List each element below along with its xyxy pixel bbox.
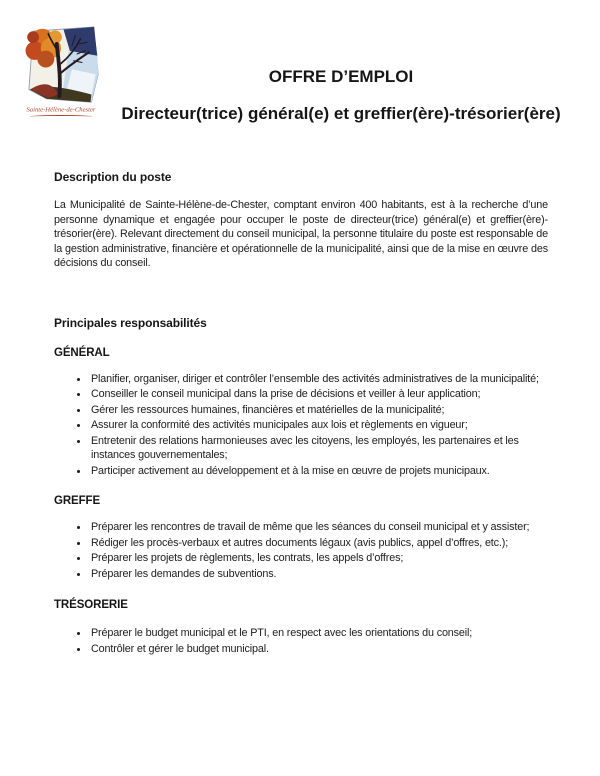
list-item: • Planifier, organiser, diriger et contrôler l’ensemble des activités administratives de la municipalité; <box>89 372 548 387</box>
list-item: • Participer activement au développement et à la mise en œuvre de projets municipaux. <box>89 464 548 479</box>
general-responsibilities-list <box>54 372 548 479</box>
logo-caption-flourish <box>30 115 92 118</box>
section-heading-responsibilities: Principales responsabilités <box>54 315 207 330</box>
list-item: • Préparer le budget municipal et le PTI, en respect avec les orientations du conseil; <box>89 626 548 641</box>
municipality-logo <box>18 25 104 118</box>
list-item: • Préparer les demandes de subventions. <box>89 567 548 582</box>
municipality-logo-painting-icon <box>23 25 99 105</box>
greffe-responsibilities-list <box>54 520 548 581</box>
list-item: • Entretenir des relations harmonieuses avec les citoyens, les employés, les partenaires et les instances gouvernementales; <box>89 434 548 463</box>
document-header <box>18 25 570 125</box>
subsection-heading-greffe: GREFFE <box>54 495 101 507</box>
document-title: OFFRE D’EMPLOI <box>268 67 414 86</box>
list-item: • Rédiger les procès-verbaux et autres documents légaux (avis publics, appel d’offres, etc.); <box>89 536 548 551</box>
position-title: Directeur(trice) général(e) et greffier(ère)-trésorier(ère) <box>121 104 561 123</box>
list-item: • Assurer la conformité des activités municipales aux lois et règlements en vigueur; <box>89 418 548 433</box>
list-item: • Conseiller le conseil municipal dans la prise de décisions et veiller à leur application; <box>89 387 548 402</box>
list-item: • Contrôler et gérer le budget municipal. <box>89 642 548 657</box>
description-paragraph: La Municipalité de Sainte-Hélène-de-Chester, comptant environ 400 habitants, est à la recherche d’une personne dynamique et engagée pour occuper le poste de directeur(trice) général(e) et greffier(ère)-trésorier(ère). Relevant directement du conseil municipal, la personne titulaire du poste est responsable de la gestion administrative, financière et opérationnelle de la municipalité, ainsi que de la mise en œuvre des décisions du conseil. <box>54 199 548 269</box>
municipality-logo-caption: Sainte-Hélène-de-Chester <box>26 106 96 114</box>
document-body <box>54 170 548 656</box>
list-item: • Gérer les ressources humaines, financières et matérielles de la municipalité; <box>89 403 548 418</box>
subsection-heading-general: GÉNÉRAL <box>54 346 110 359</box>
tresorerie-responsibilities-list <box>54 626 548 656</box>
title-block <box>104 25 570 125</box>
section-heading-description: Description du poste <box>54 170 172 184</box>
list-item: • Préparer les projets de règlements, les contrats, les appels d’offres; <box>89 551 548 566</box>
subsection-heading-tresorerie: TRÉSORERIE <box>54 599 128 611</box>
list-item: • Préparer les rencontres de travail de même que les séances du conseil municipal et y assister; <box>89 520 548 535</box>
